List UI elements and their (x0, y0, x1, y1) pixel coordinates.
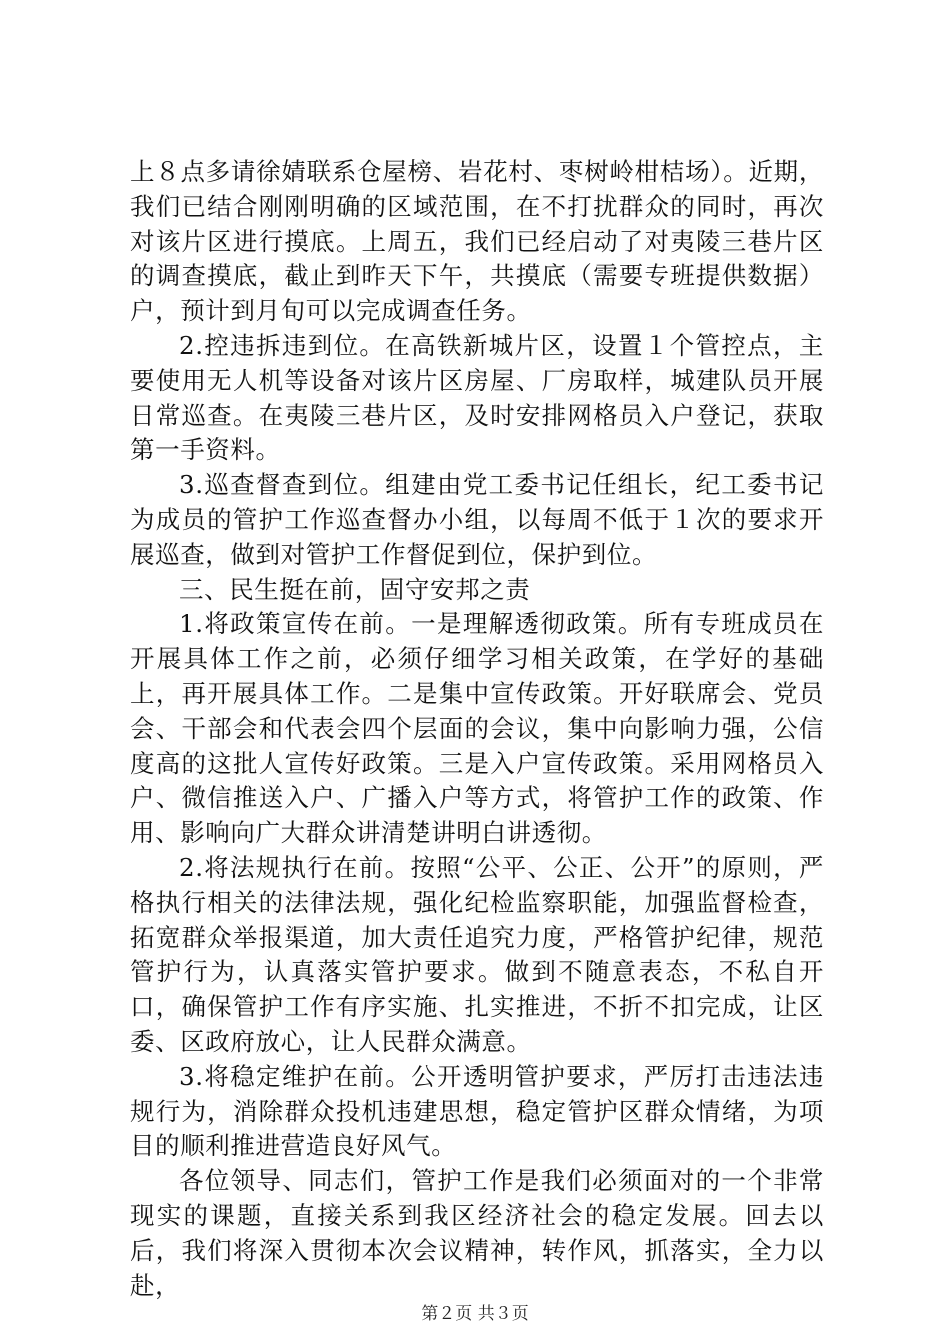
page-number-footer: 第２页 共３页 (421, 1304, 529, 1324)
paragraph-stability-maintenance: 3.将稳定维护在前。公开透明管护要求，严厉打击违法违规行为，消除群众投机违建思想，稳定管护区群众情绪，为项目的顺利推进营造良好风气。 (130, 1061, 824, 1161)
paragraph-closing-remarks: 各位领导、同志们，管护工作是我们必须面对的一个非常现实的课题，直接关系到我区经济社会的稳定发展。回去以后，我们将深入贯彻本次会议精神，转作风，抓落实，全力以赴， (130, 1166, 824, 1300)
document-body (130, 155, 824, 1303)
section-heading-livelihood: 三、民生挺在前，固守安邦之责 (179, 574, 531, 604)
paragraph-control-violations: 2.控违拆违到位。在高铁新城片区，设置１个管控点，主要使用无人机等设备对该片区房屋、厂房取样，城建队员开展日常巡查。在夷陵三巷片区，及时安排网格员入户登记，获取第一手资料。 (130, 330, 824, 465)
paragraph-law-enforcement: 2.将法规执行在前。按照“公平、公正、公开”的原则，严格执行相关的法律法规，强化纪检监察职能，加强监督检查，拓宽群众举报渠道，加大责任追究力度，严格管护纪律，规范管护行为，认真落实管护要求。做到不随意表态，不私自开口，确保管护工作有序实施、扎实推进，不折不扣完成，让区委、区政府放心，让人民群众满意。 (130, 852, 824, 1056)
paragraph-inspection-supervision: 3.巡查督查到位。组建由党工委书记任组长，纪工委书记为成员的管护工作巡查督办小组，以每周不低于１次的要求开展巡查，做到对管护工作督促到位，保护到位。 (130, 470, 824, 569)
paragraph-policy-publicity: 1.将政策宣传在前。一是理解透彻政策。所有专班成员在开展具体工作之前，必须仔细学习相关政策，在学好的基础上，再开展具体工作。二是集中宣传政策。开好联席会、党员会、干部会和代表会四个层面的会议，集中向影响力强，公信度高的这批人宣传好政策。三是入户宣传政策。采用网格员入户、微信推送入户、广播入户等方式，将管护工作的政策、作用、影响向广大群众讲清楚讲明白讲透彻。 (130, 609, 824, 848)
paragraph-continuation: 上８点多请徐婧联系仓屋榜、岩花村、枣树岭柑桔场）。近期，我们已结合刚刚明确的区域范围，在不打扰群众的同时，再次对该片区进行摸底。上周五，我们已经启动了对夷陵三巷片区的调查摸底，截止到昨天下午，共摸底（需要专班提供数据）户，预计到月旬可以完成调查任务。 (130, 157, 824, 326)
